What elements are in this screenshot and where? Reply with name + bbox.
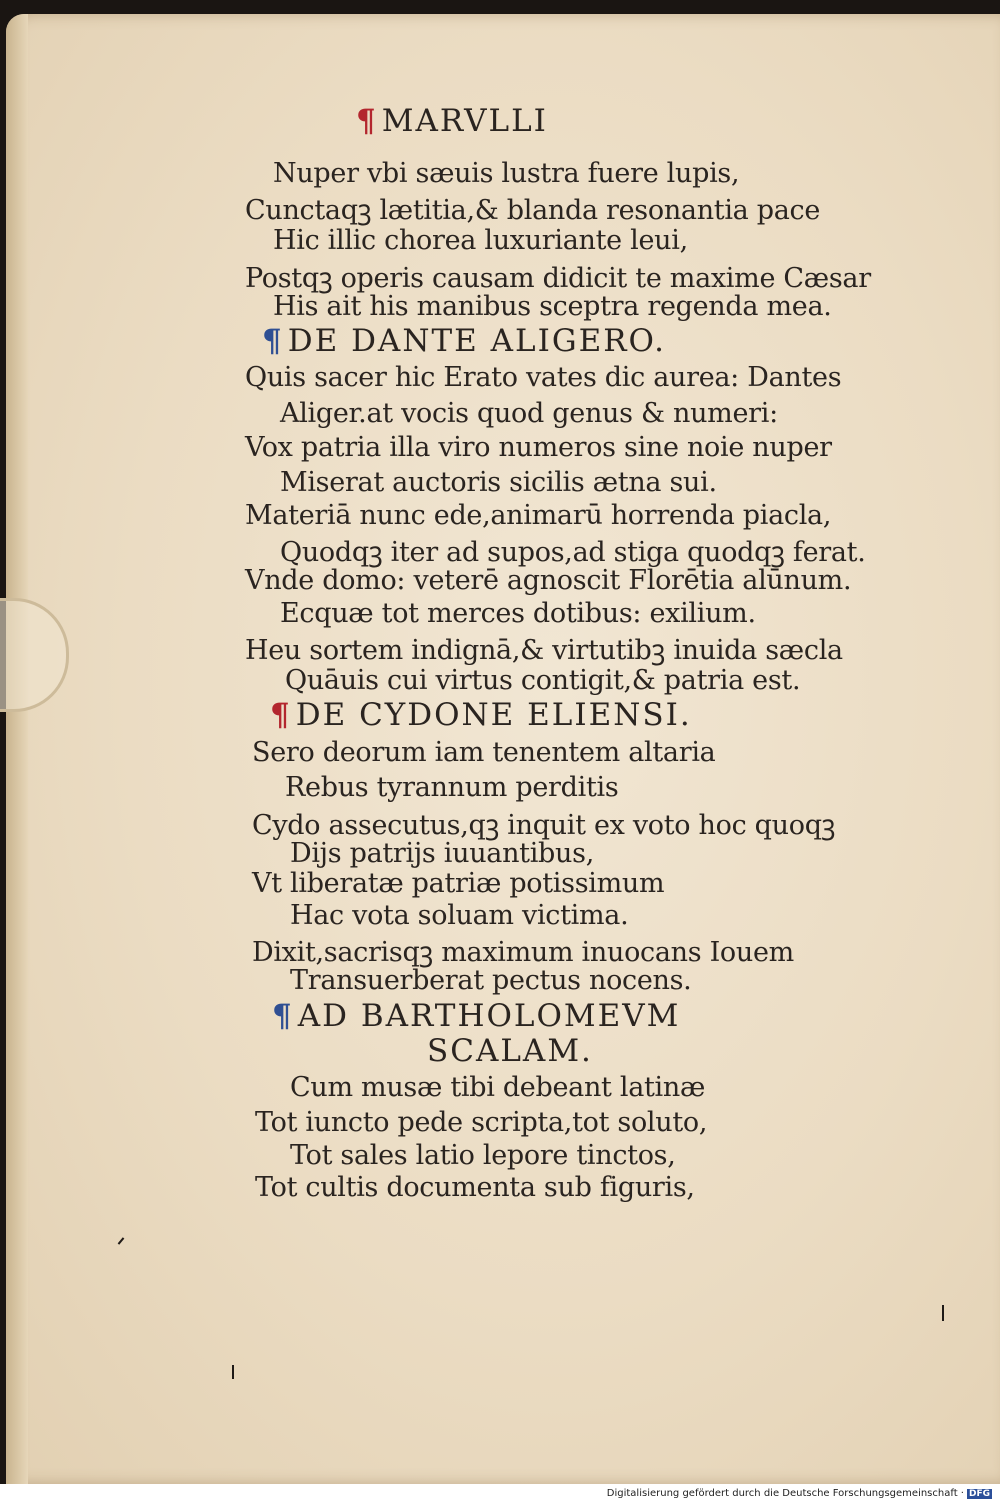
verse-line: Vox patria illa viro numeros sine noie nuper xyxy=(245,432,832,463)
section-heading-dante xyxy=(262,323,666,359)
paper-speck xyxy=(942,1305,944,1321)
verse-line: Postqꝫ operis causam didicit te maxime Cæsar xyxy=(245,263,871,294)
verse-line: Cum musæ tibi debeant latinæ xyxy=(290,1072,706,1103)
verse-line: Quodqꝫ iter ad supos,ad stiga quodqꝫ ferat. xyxy=(280,537,866,568)
digitization-credit xyxy=(607,1488,992,1499)
pilcrow-mark: ¶ xyxy=(270,697,292,733)
verse-line: Dixit,sacrisqꝫ maximum inuocans Iouem xyxy=(252,937,794,968)
header-text: MARVLLI xyxy=(381,103,548,139)
verse-line: His ait his manibus sceptra regenda mea. xyxy=(273,291,832,322)
heading-text: DE DANTE ALIGERO. xyxy=(287,323,667,359)
running-header xyxy=(356,103,548,139)
verse-line: Sero deorum iam tenentem altaria xyxy=(252,737,716,768)
verse-line: Hic illic chorea luxuriante leui, xyxy=(273,225,688,256)
verse-line: Vt liberatæ patriæ potissimum xyxy=(252,868,665,899)
verse-line: Hac vota soluam victima. xyxy=(290,900,629,931)
verse-line: Transuerberat pectus nocens. xyxy=(290,965,692,996)
pilcrow-mark: ¶ xyxy=(356,103,378,139)
verse-line: Tot cultis documenta sub figuris, xyxy=(255,1172,695,1203)
pilcrow-mark: ¶ xyxy=(272,998,294,1034)
verse-line: Materiā nunc ede,animarū horrenda piacla, xyxy=(245,500,832,531)
section-heading-scalam xyxy=(272,998,680,1034)
verse-line: Dijs patrijs iuuantibus, xyxy=(290,838,594,869)
verse-line: Heu sortem indignā,& virtutibꝫ inuida sæcla xyxy=(245,635,843,666)
section-heading-cydone xyxy=(270,697,692,733)
verse-line: Vnde domo: veterē agnoscit Florētia alūnum. xyxy=(245,565,852,596)
verse-line: Quāuis cui virtus contigit,& patria est. xyxy=(285,665,801,696)
pilcrow-mark: ¶ xyxy=(262,323,284,359)
verse-line: Ecquæ tot merces dotibus: exilium. xyxy=(280,598,756,629)
verse-line: Nuper vbi sæuis lustra fuere lupis, xyxy=(273,158,740,189)
section-heading-scalam-line2: SCALAM. xyxy=(427,1033,593,1069)
verse-line: Tot sales latio lepore tinctos, xyxy=(290,1140,676,1171)
verse-line: Rebus tyrannum perditis xyxy=(285,772,619,803)
credit-text: Digitalisierung gefördert durch die Deutsche Forschungsgemeinschaft · xyxy=(606,1488,964,1499)
dfg-logo-icon: DFG xyxy=(968,1489,990,1499)
verse-line: Quis sacer hic Erato vates dic aurea: Dantes xyxy=(245,362,842,393)
heading-text: DE CYDONE ELIENSI. xyxy=(295,697,692,733)
heading-text-line1: AD BARTHOLOMEVM xyxy=(297,998,681,1034)
verse-line: Miserat auctoris sicilis ætna sui. xyxy=(280,467,717,498)
verse-line: Aliger.at vocis quod genus & numeri: xyxy=(280,398,778,429)
paper-speck xyxy=(232,1365,234,1379)
verse-line: Tot iuncto pede scripta,tot soluto, xyxy=(255,1107,708,1138)
verse-line: Cunctaqꝫ lætitia,& blanda resonantia pace xyxy=(245,195,821,226)
verse-line: Cydo assecutus,qꝫ inquit ex voto hoc quoqꝫ xyxy=(252,810,836,841)
